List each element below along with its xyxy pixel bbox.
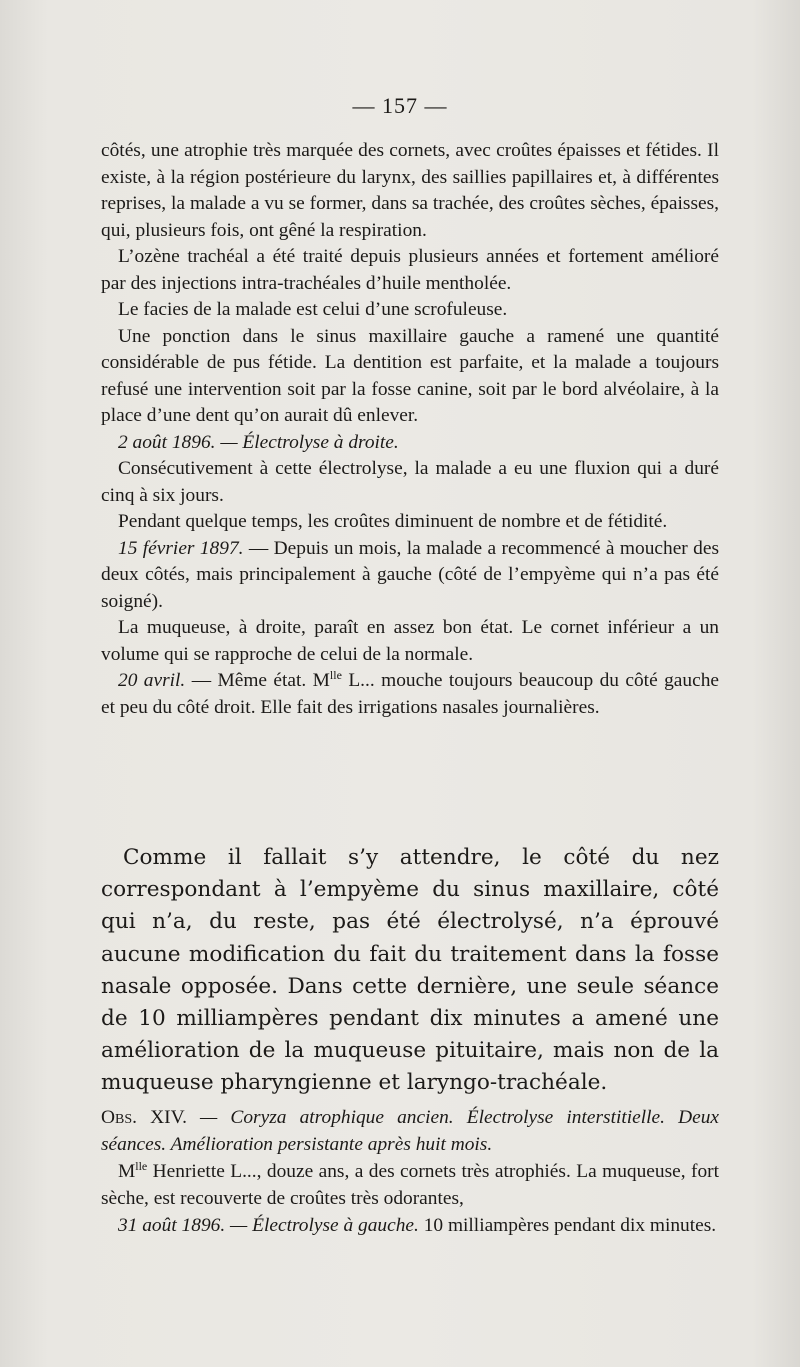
- paragraph: L’ozène trachéal a été traité depuis plusieurs années et fortement amélioré par des injections intra-trachéales d’huile mentholée.: [101, 246, 719, 294]
- abbrev-superscript: lle: [329, 668, 342, 682]
- observation-title: — Coryza atrophique ancien. Électrolyse interstitielle. Deux séances. Amélioration persistante après huit mois.: [101, 1107, 719, 1155]
- dated-entry: [101, 1212, 719, 1239]
- paragraph: Une ponction dans le sinus maxillaire gauche a ramené une quantité considérable de pus fétide. La dentition est parfaite, et la malade a toujours refusé une intervention soit par la fosse canine, soit par le bord alvéolaire, à la place d’une dent qu’on aurait dû enlever.: [101, 325, 719, 426]
- entry-date: 20 avril.: [118, 670, 186, 691]
- abbrev-superscript: lle: [135, 1159, 148, 1173]
- paragraph: Consécutivement à cette électrolyse, la malade a eu une fluxion qui a duré cinq à six jours.: [101, 458, 719, 506]
- entry-text: 10 milliampères pendant dix minutes.: [418, 1215, 717, 1236]
- paragraph: Le facies de la malade est celui d’une scrofuleuse.: [118, 299, 508, 320]
- paragraph: [101, 1158, 719, 1212]
- observation-block: [101, 1104, 719, 1239]
- entry-text: — Même état. M: [185, 670, 330, 691]
- paragraph: Pendant quelque temps, les croûtes diminuent de nombre et de fétidité.: [118, 511, 668, 532]
- entry-date: 31 août 1896. — Électrolyse à gauche.: [118, 1215, 419, 1236]
- observation-heading: [101, 1104, 719, 1158]
- entry-date: 2 août 1896. — Électrolyse à droite.: [118, 431, 399, 453]
- dated-entry: [101, 536, 719, 616]
- entry-text: — Depuis un mois, la malade a recommencé à moucher des deux côtés, mais principalement à gauche (côté de l’empyème qui n’a pas été soigné).: [101, 537, 719, 612]
- entry-date: 15 février 1897.: [118, 537, 244, 559]
- dated-entry: [101, 430, 719, 457]
- insert-paragraph: Comme il fallait s’y attendre, le côté du nez correspondant à l’empyème du sinus maxillaire, côté qui n’a, du reste, pas été électrolysé, n’a éprouvé aucune modification du fait du traitement dans la fosse nasale opposée. Dans cette dernière, une seule séance de 10 milliampères pendant dix minutes a amené une amélioration de la muqueuse pituitaire, mais non de la muqueuse pharyngienne et laryngo-trachéale.: [101, 845, 719, 1096]
- page-number: — 157 —: [352, 93, 448, 118]
- paragraph: La muqueuse, à droite, paraît en assez bon état. Le cornet inférieur a un volume qui se rapproche de celui de la normale.: [101, 617, 719, 665]
- entry-text: L... mouche toujours beaucoup du côté gauche et peu du côté droit. Elle fait des irrigations nasales journalières.: [101, 670, 719, 718]
- dated-entry: [101, 668, 719, 721]
- text-run: Henriette L..., douze ans, a des cornets très atrophiés. La muqueuse, fort sèche, est recouverte de croûtes très odorantes,: [101, 1161, 719, 1209]
- case-continuation-text: [101, 138, 719, 721]
- observation-label: Obs. XIV.: [101, 1107, 187, 1128]
- text-run: M: [118, 1161, 136, 1182]
- paragraph: côtés, une atrophie très marquée des cornets, avec croûtes épaisses et fétides. Il existe, à la région postérieure du larynx, des saillies papillaires et, à différentes reprises, la malade a vu se former, dans sa trachée, des croûtes sèches, épaisses, qui, plusieurs fois, ont gêné la respiration.: [101, 140, 719, 241]
- pasted-insert-text: [101, 842, 719, 1100]
